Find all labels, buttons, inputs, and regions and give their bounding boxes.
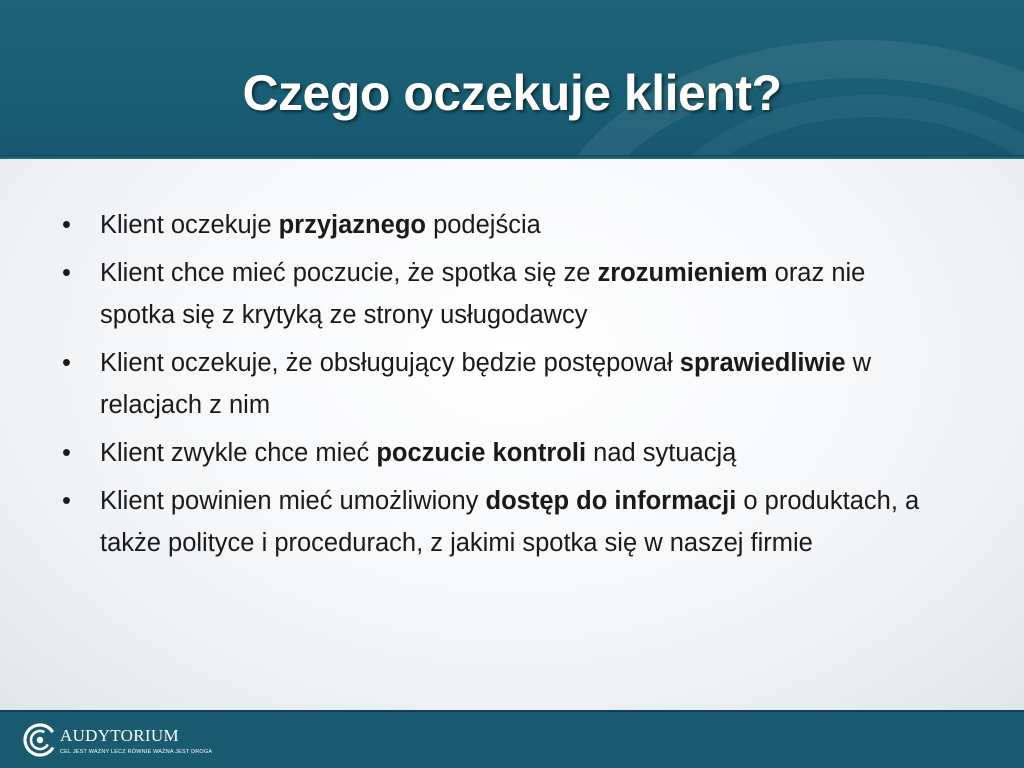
bullet-text: w relacjach z nim — [100, 349, 872, 419]
bullet-text: Klient oczekuje, że obsługujący będzie postępował — [100, 349, 680, 377]
bullet-item — [62, 432, 942, 474]
bullet-text: podejścia — [425, 211, 541, 239]
audytorium-logo-icon — [22, 722, 58, 758]
logo-tagline: CEL JEST WAŻNY LECZ RÓWNIE WAŻNA JEST DROGA — [60, 749, 213, 755]
bullet-dot-icon: • — [62, 259, 71, 287]
bullet-dot-icon: • — [62, 211, 71, 239]
slide-content — [0, 159, 1024, 710]
logo-name: AUDYTORIUM — [60, 726, 179, 745]
bullet-emphasis: dostęp do informacji — [485, 487, 737, 515]
bullet-item — [62, 204, 942, 246]
bullet-dot-icon: • — [62, 487, 71, 515]
bullet-text: nad sytuacją — [586, 439, 737, 467]
bullet-text: oraz nie spotka się z krytyką ze strony usługodawcy — [100, 259, 866, 329]
bullet-emphasis: przyjaznego — [278, 211, 426, 239]
bullet-dot-icon: • — [62, 349, 71, 377]
bullet-text: Klient powinien mieć umożliwiony — [100, 487, 486, 515]
slide-title: Czego oczekuje klient? — [242, 65, 782, 121]
bullet-dot-icon: • — [62, 439, 71, 467]
bullet-text: Klient zwykle chce mieć — [100, 439, 377, 467]
bullet-emphasis: zrozumieniem — [597, 259, 768, 287]
slide-header — [0, 0, 1024, 155]
slide-footer — [0, 710, 1024, 768]
bullet-text: Klient chce mieć poczucie, że spotka się ze — [100, 259, 598, 287]
bullet-text: Klient oczekuje — [100, 211, 279, 239]
bullet-item — [62, 480, 942, 564]
bullet-item — [62, 342, 942, 426]
bullet-item — [62, 252, 942, 336]
bullet-text: o produktach, a także polityce i procedurach, z jakimi spotka się w naszej firmie — [100, 487, 920, 557]
audytorium-logo — [22, 720, 222, 764]
bullet-emphasis: sprawiedliwie — [679, 349, 846, 377]
bullet-emphasis: poczucie kontroli — [376, 439, 587, 467]
bullet-list — [62, 204, 942, 570]
